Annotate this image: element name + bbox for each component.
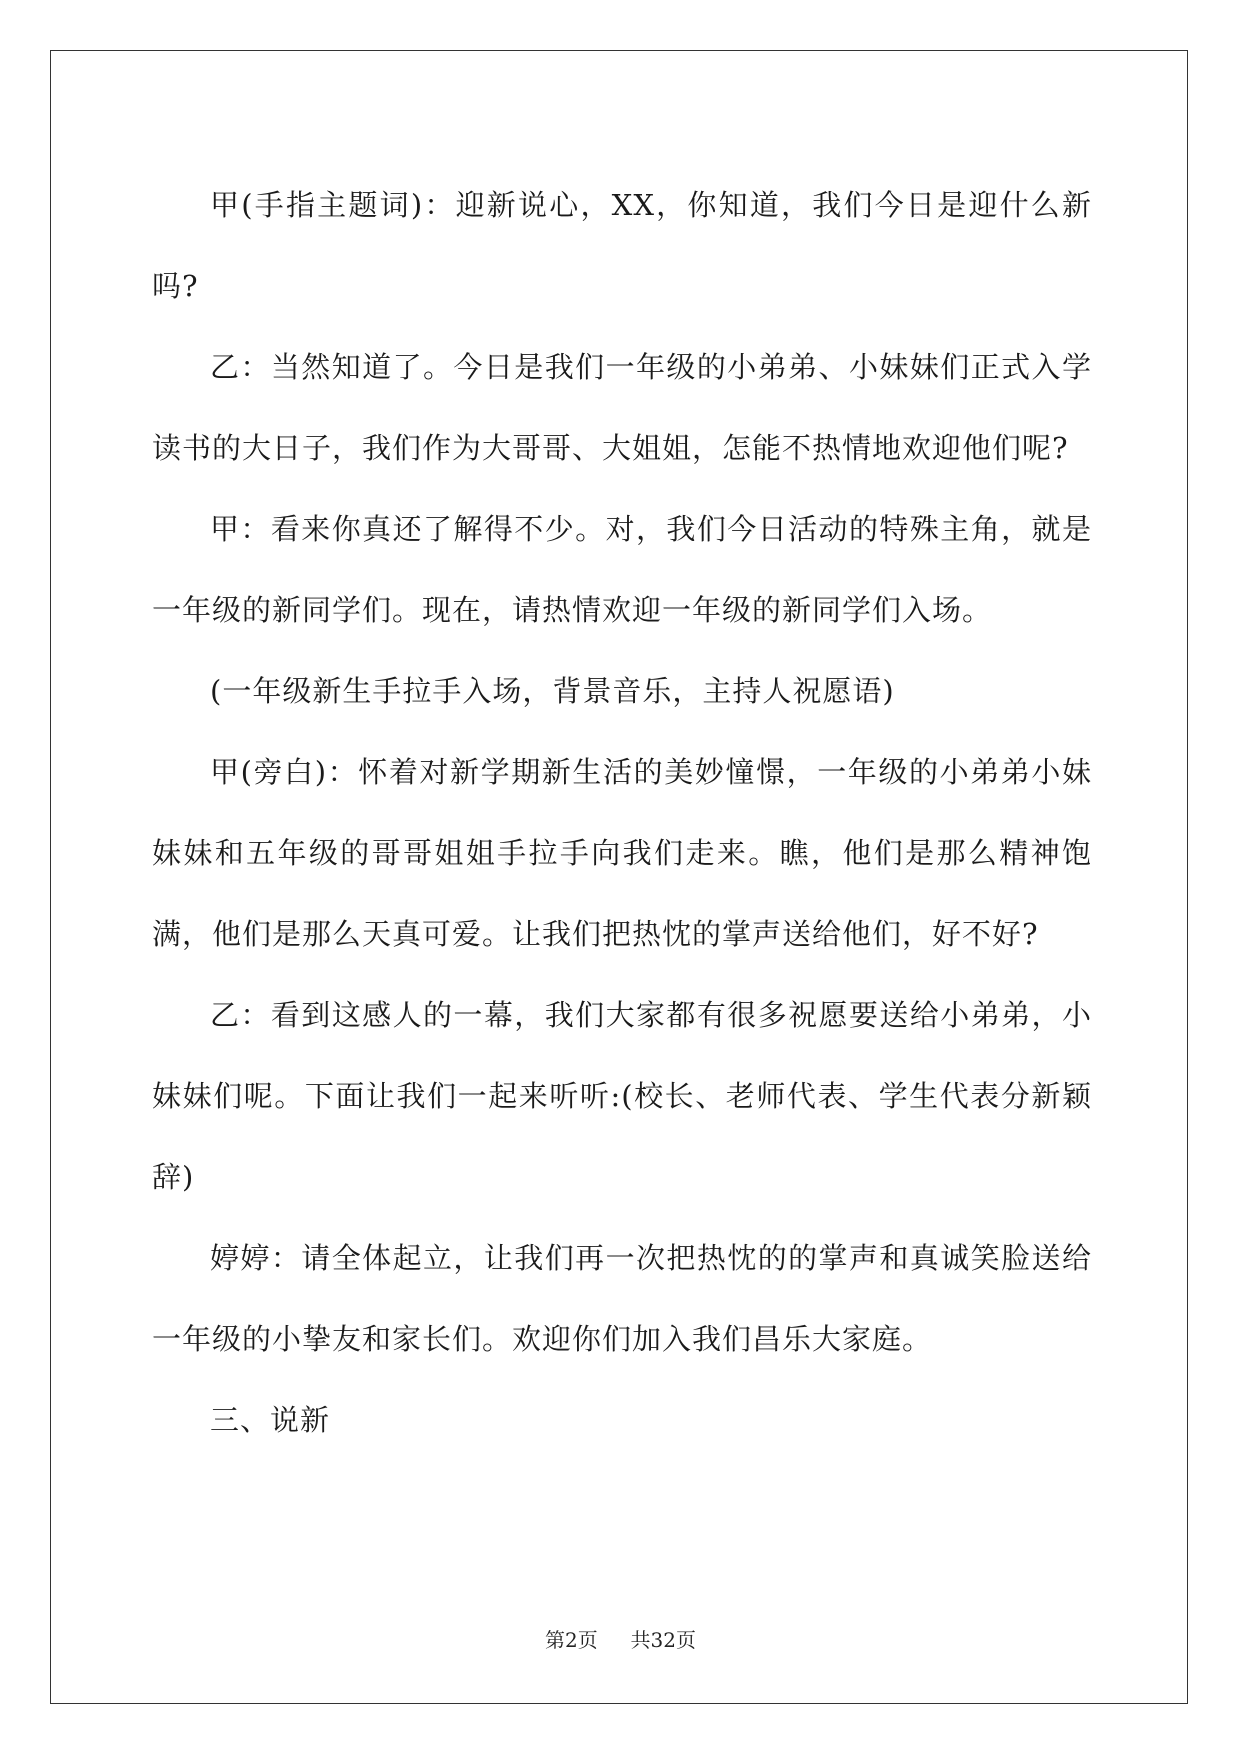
- section-heading: 三、说新: [210, 1403, 331, 1437]
- page-footer: [0, 1624, 1241, 1653]
- page-total: 共32页: [630, 1628, 696, 1652]
- paragraph: 甲(旁白)：怀着对新学期新生活的美妙憧憬，一年级的小弟弟小妹妹妹和五年级的哥哥姐姐手拉手向我们走来。瞧，他们是那么精神饱满，他们是那么天真可爱。让我们把热忱的掌声送给他们，好不好?: [152, 755, 1092, 951]
- paragraph: 甲：看来你真还了解得不少。对，我们今日活动的特殊主角，就是一年级的新同学们。现在，请热情欢迎一年级的新同学们入场。: [152, 512, 1092, 627]
- page-number: 第2页: [545, 1628, 598, 1652]
- paragraph: 乙：当然知道了。今日是我们一年级的小弟弟、小妹妹们正式入学读书的大日子，我们作为大哥哥、大姐姐，怎能不热情地欢迎他们呢?: [152, 350, 1092, 465]
- paragraph: (一年级新生手拉手入场，背景音乐，主持人祝愿语): [210, 674, 895, 708]
- document-body: [152, 165, 1092, 1461]
- paragraph: 甲(手指主题词)：迎新说心，XX，你知道，我们今日是迎什么新吗?: [152, 188, 1092, 303]
- paragraph: 婷婷：请全体起立，让我们再一次把热忱的的掌声和真诚笑脸送给一年级的小挚友和家长们。欢迎你们加入我们昌乐大家庭。: [152, 1241, 1092, 1356]
- paragraph: 乙：看到这感人的一幕，我们大家都有很多祝愿要送给小弟弟，小妹妹们呢。下面让我们一起来听听:(校长、老师代表、学生代表分新颖辞): [152, 998, 1092, 1194]
